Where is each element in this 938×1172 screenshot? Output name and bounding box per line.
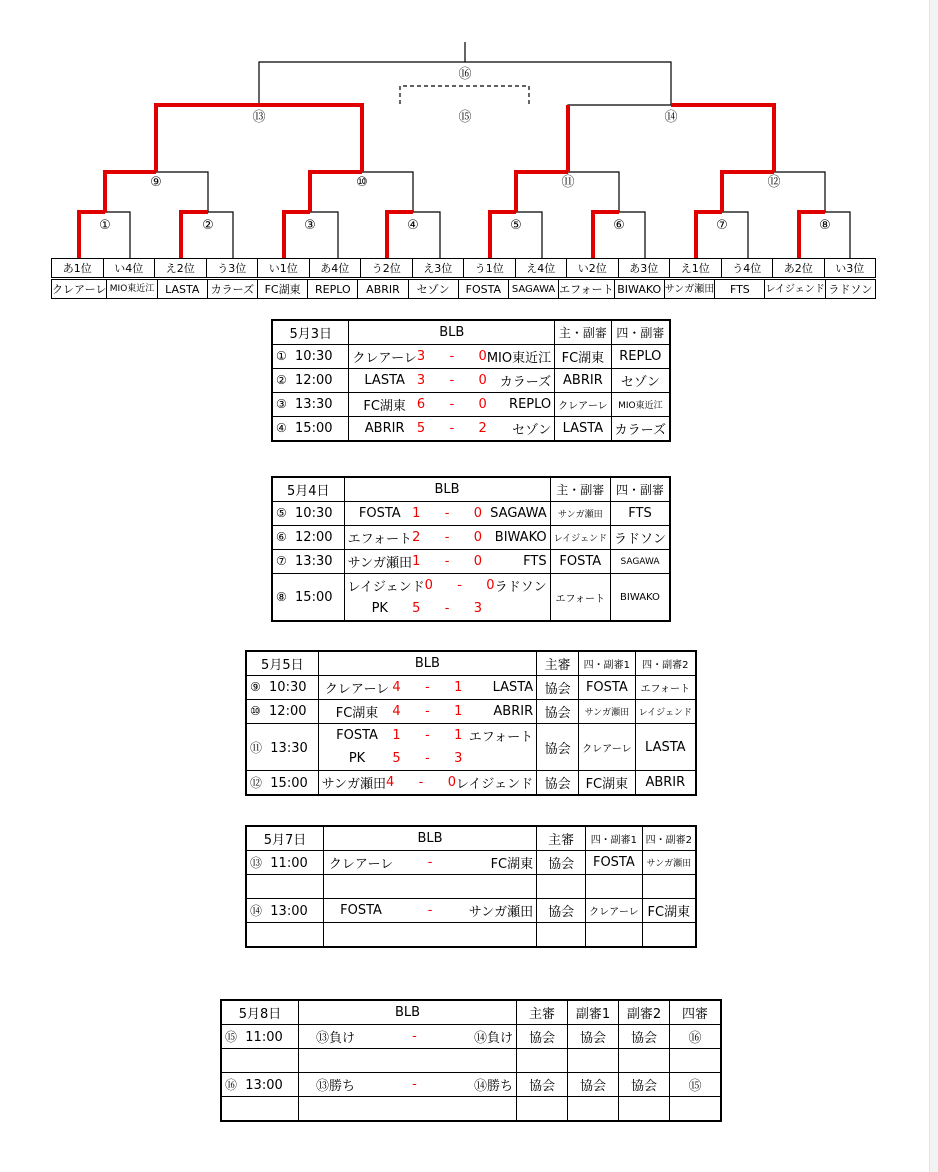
team: ABRIR [357,279,408,299]
referee: MIO東近江 [611,393,670,417]
table-row [221,1097,721,1122]
slot: え4位 [515,258,568,278]
ref-header: 四審 [670,1000,722,1025]
referee: FC湖東 [579,771,636,796]
scrollbar[interactable] [929,0,938,1172]
referee: FOSTA [550,550,610,574]
referee: カラーズ [611,417,670,442]
referee: LASTA [635,724,696,771]
date: 5月8日 [221,1000,299,1025]
node-2: ② [202,218,214,233]
table-row [246,851,696,875]
referee: セゾン [611,369,670,393]
referee: FTS [610,502,670,526]
ref-header: 四・副審 [610,477,670,502]
date: 5月7日 [246,826,324,851]
match-time: ⑪ 13:30 [246,724,318,771]
node-14: ⑭ [664,110,678,125]
match: FOSTA 1 - 1 エフォート [318,724,536,748]
referee: 協会 [568,1073,619,1097]
table-row [272,550,670,574]
node-12: ⑫ [767,175,781,190]
table-row [272,502,670,526]
slot: え3位 [412,258,465,278]
slot: え1位 [669,258,722,278]
schedule-may8 [220,999,722,1122]
table-row [221,1073,721,1097]
referee: エフォート [550,574,610,622]
referee: クレアーレ [579,724,636,771]
referee: レイジェンド [635,700,696,724]
bracket-team-row [52,279,876,299]
match: エフォート 2 - 0 BIWAKO [344,526,550,550]
node-11: ⑪ [561,175,575,190]
slot: い1位 [257,258,310,278]
node-5: ⑤ [510,218,522,233]
match-time: ⑧ 15:00 [272,574,344,622]
slot: い3位 [824,258,877,278]
league: BLB [344,477,550,502]
table-row [272,526,670,550]
referee: ⑮ [670,1073,722,1097]
slot: う4位 [721,258,774,278]
referee: 協会 [537,899,586,923]
node-8: ⑧ [819,218,831,233]
referee: LASTA [555,417,612,442]
referee: クレアーレ [555,393,612,417]
slot: あ4位 [309,258,362,278]
pk-result: PK 5 - 3 [344,597,550,621]
referee: ⑯ [670,1025,722,1049]
team: SAGAWA [508,279,559,299]
slot: い2位 [566,258,619,278]
referee: レイジェンド [550,526,610,550]
team: REPLO [307,279,358,299]
referee: SAGAWA [610,550,670,574]
node-6: ⑥ [613,218,625,233]
ref-header: 四・副審2 [635,651,696,676]
referee: 協会 [568,1025,619,1049]
match: サンガ瀬田 1 - 0 FTS [344,550,550,574]
date: 5月3日 [272,320,349,345]
bracket-slot-row [52,258,876,278]
referee: 協会 [537,771,579,796]
table-row [246,923,696,948]
team: MIO東近江 [106,279,157,299]
team: クレアーレ [51,279,107,299]
league: BLB [349,320,555,345]
table-row [246,875,696,899]
ref-header: 四・副審1 [586,826,643,851]
referee: 協会 [537,724,579,771]
team: ラドソン [825,279,876,299]
ref-header: 主・副審 [550,477,610,502]
referee: 協会 [517,1025,568,1049]
table-row [246,700,696,724]
referee: 協会 [537,851,586,875]
referee: FC湖東 [642,899,696,923]
table-row [221,1049,721,1073]
referee: ABRIR [635,771,696,796]
date: 5月5日 [246,651,318,676]
referee: REPLO [611,345,670,369]
ref-header: 副審1 [568,1000,619,1025]
ref-header: 主審 [537,651,579,676]
league: BLB [324,826,537,851]
match-time: ① 10:30 [272,345,349,369]
slot: う2位 [360,258,413,278]
slot: う1位 [463,258,516,278]
match-time: ⑤ 10:30 [272,502,344,526]
node-15: ⑮ [458,110,472,125]
node-10: ⑩ [356,175,368,190]
match: LASTA 3 - 0 カラーズ [349,369,555,393]
match-time: ⑫ 15:00 [246,771,318,796]
ref-header: 主・副審 [555,320,612,345]
referee: ABRIR [555,369,612,393]
referee: ラドソン [610,526,670,550]
slot: あ3位 [618,258,671,278]
match: ⑬負け - ⑭負け [299,1025,517,1049]
match-time: ③ 13:30 [272,393,349,417]
match: クレアーレ 4 - 1 LASTA [318,676,536,700]
match: クレアーレ - FC湖東 [324,851,537,875]
table-row [246,771,696,796]
referee: FOSTA [586,851,643,875]
table-row [246,899,696,923]
table-row [272,574,670,598]
ref-header: 四・副審1 [579,651,636,676]
node-4: ④ [407,218,419,233]
referee: エフォート [635,676,696,700]
schedule-may5 [245,650,697,796]
date: 5月4日 [272,477,344,502]
match: FC湖東 6 - 0 REPLO [349,393,555,417]
referee: 協会 [537,676,579,700]
match: FC湖東 4 - 1 ABRIR [318,700,536,724]
ref-header: 四・副審 [611,320,670,345]
schedule-may4 [271,476,671,622]
ref-header: 四・副審2 [642,826,696,851]
match-time: ② 12:00 [272,369,349,393]
team: FOSTA [458,279,509,299]
match-time: ④ 15:00 [272,417,349,442]
team: LASTA [157,279,208,299]
match-time: ⑦ 13:30 [272,550,344,574]
match-time: ⑮ 11:00 [221,1025,299,1049]
ref-header: 主審 [537,826,586,851]
slot: う3位 [206,258,259,278]
node-16: ⑯ [458,67,472,82]
referee: 協会 [619,1025,670,1049]
table-row [246,724,696,748]
tournament-bracket [0,0,938,260]
ref-header: 副審2 [619,1000,670,1025]
referee: サンガ瀬田 [642,851,696,875]
table-row [272,393,670,417]
slot: あ2位 [772,258,825,278]
match: サンガ瀬田 4 - 0 レイジェンド [318,771,536,796]
match: FOSTA 1 - 0 SAGAWA [344,502,550,526]
match-time: ⑩ 12:00 [246,700,318,724]
referee: 協会 [517,1073,568,1097]
table-row [272,369,670,393]
referee: FOSTA [579,676,636,700]
team: サンガ瀬田 [664,279,716,299]
slot: あ1位 [51,258,104,278]
match-time: ⑭ 13:00 [246,899,324,923]
team: エフォート [558,279,614,299]
schedule-may3 [271,319,671,442]
slot: い4位 [103,258,156,278]
node-3: ③ [304,218,316,233]
referee: サンガ瀬田 [550,502,610,526]
referee: FC湖東 [555,345,612,369]
match-time: ⑥ 12:00 [272,526,344,550]
team: FTS [714,279,765,299]
table-row [221,1025,721,1049]
match-time: ⑨ 10:30 [246,676,318,700]
referee: BIWAKO [610,574,670,622]
match: クレアーレ 3 - 0 MIO東近江 [349,345,555,369]
pk-result: PK 5 - 3 [318,747,536,771]
node-13: ⑬ [252,110,266,125]
node-7: ⑦ [716,218,728,233]
node-1: ① [99,218,111,233]
ref-header: 主審 [517,1000,568,1025]
match: レイジェンド 0 - 0 ラドソン [344,574,550,598]
table-row [272,417,670,442]
team: セゾン [408,279,459,299]
league: BLB [299,1000,517,1025]
league: BLB [318,651,536,676]
referee: 協会 [619,1073,670,1097]
match: FOSTA - サンガ瀬田 [324,899,537,923]
match-time: ⑯ 13:00 [221,1073,299,1097]
match-time: ⑬ 11:00 [246,851,324,875]
referee: 協会 [537,700,579,724]
referee: サンガ瀬田 [579,700,636,724]
match: ABRIR 5 - 2 セゾン [349,417,555,442]
team: BIWAKO [614,279,665,299]
referee: クレアーレ [586,899,643,923]
team: カラーズ [207,279,258,299]
node-9: ⑨ [150,175,162,190]
match: ⑬勝ち - ⑭勝ち [299,1073,517,1097]
table-row [272,345,670,369]
table-row [246,676,696,700]
team: レイジェンド [764,279,825,299]
schedule-may7 [245,825,697,948]
slot: え2位 [154,258,207,278]
team: FC湖東 [257,279,308,299]
